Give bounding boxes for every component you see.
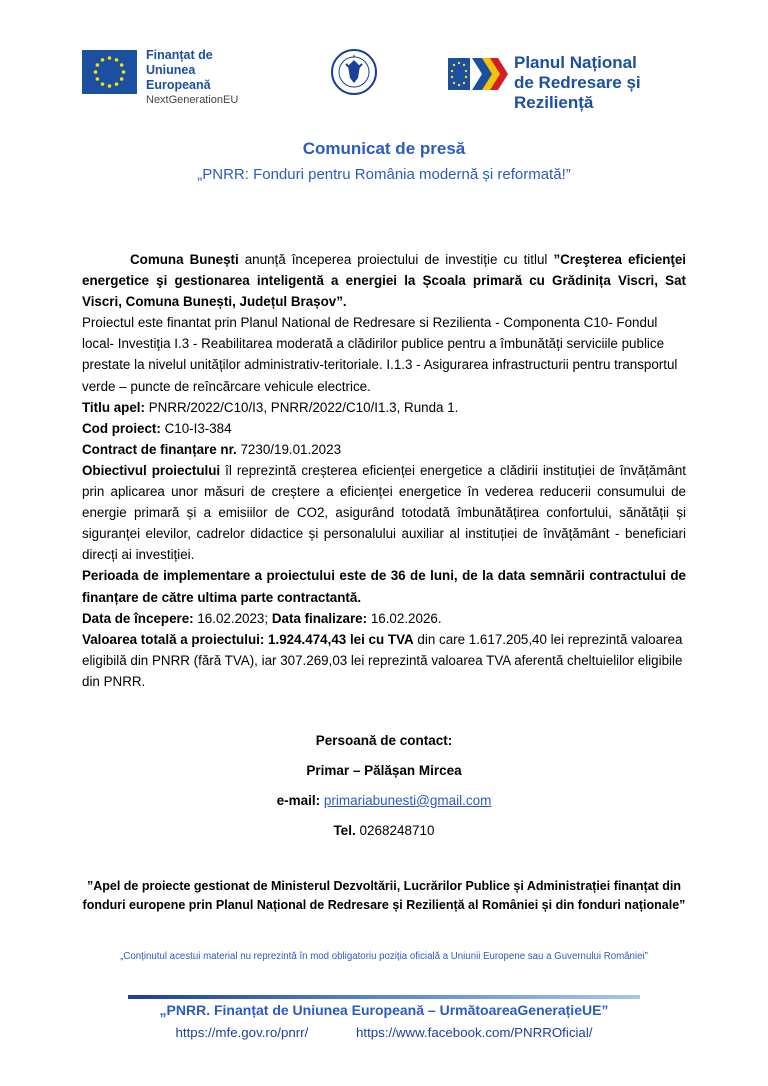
- dates-line: [82, 608, 686, 629]
- project-title: ”Creşterea eficienţei energetice şi gestionarea inteligentă a energiei la Școala primară cu Grădinița Viscri, Sat Viscri, Comuna Bunești, Județul Brașov”.: [82, 252, 686, 310]
- footer-divider-bar: [128, 986, 640, 990]
- government-seal-icon: [330, 45, 378, 99]
- eu-star-icon: [115, 82, 119, 86]
- eu-star-icon: [101, 82, 105, 86]
- pnrr-flag-arrow-icon: [448, 54, 508, 94]
- total-value-label: Valoarea totală a proiectului: 1.924.474,43 lei cu TVA: [82, 631, 414, 647]
- contract-label: Contract de finanțare nr.: [82, 441, 237, 457]
- facebook-link[interactable]: https://www.facebook.com/PNRROficial/: [356, 1025, 593, 1040]
- eu-star-icon: [96, 77, 100, 81]
- contract-line: [82, 439, 686, 460]
- intro-text: anunță începerea proiectului de investiție cu titlul: [238, 252, 554, 267]
- total-value-paragraph: [82, 629, 686, 692]
- objective-paragraph: [82, 460, 686, 565]
- intro-paragraph: [82, 249, 686, 312]
- beneficiary-name: Comuna Bunești: [130, 252, 239, 267]
- objective-text: îl reprezintă creșterea eficienței energetice a clădirii instituției de învățământ prin aplicarea unor măsuri de creștere a eficienței energetice în vederea reducerii consumului de energie primară și a emisiilor de CO2, asigurând totodată îmbunătățirea confortului, sănătății și siguranței elevilor, cadrelor didactice și personalului auxiliar al instituției de învățământ - beneficiari direcți ai investiției.: [82, 462, 687, 563]
- contact-heading: Persoană de contact:: [315, 733, 453, 748]
- eu-funding-logo: [82, 48, 262, 106]
- end-label: Data finalizare:: [271, 610, 368, 626]
- press-release-body: [82, 249, 686, 692]
- eu-logo-line3: NextGenerationEU: [146, 94, 239, 106]
- romanian-government-logo: [330, 45, 378, 99]
- contact-person: Primar – Pălășan Mircea: [306, 763, 462, 778]
- pnrr-logo-line2: de Redresare și Reziliență: [514, 73, 641, 112]
- financing-paragraph: Proiectul este finantat prin Planul National de Redresare si Rezilienta - Componenta C10- Fondul local- Investiția I.3 - Reabilitarea moderată a clădirilor publice pentru a îmbunătăți serviciile publice prestate la nivelul unităților administrativ-teritoriale. I.1.3 - Asigurarea infrastructurii pentru transportul verde – puncte de reîncărcare vehicule electrice.: [82, 315, 678, 394]
- contact-phone-line: [0, 823, 768, 838]
- pnrr-logo: [448, 52, 718, 112]
- eu-star-icon: [115, 58, 119, 62]
- eu-star-icon: [94, 70, 98, 74]
- start-value: 16.02.2023;: [193, 610, 272, 626]
- project-code-line: [82, 418, 686, 439]
- pnrr-logo-line1: Planul Național: [514, 53, 637, 72]
- eu-star-icon: [108, 56, 112, 60]
- eu-star-icon: [96, 63, 100, 67]
- mfe-link[interactable]: https://mfe.gov.ro/pnrr/: [175, 1025, 309, 1040]
- period-text: Perioada de implementare a proiectului este de 36 de luni, de la data semnării contractului de finanțare de către ultima parte contractantă.: [82, 568, 686, 605]
- start-label: Data de începere:: [82, 610, 194, 626]
- total-value-text: din care 1.617.205,40 lei reprezintă valoarea eligibilă din PNRR (fără TVA), iar 307.269,03 lei reprezintă valoarea TVA aferentă cheltuielilor eligibile din PNRR.: [82, 631, 683, 689]
- footer-slogan: „PNRR. Finanțat de Uniunea Europeană – UrmătoareaGenerațieUE”: [159, 1002, 609, 1018]
- period-paragraph: [82, 565, 686, 607]
- eu-star-icon: [108, 84, 112, 88]
- end-value: 16.02.2026.: [367, 610, 442, 626]
- contact-email-line: [0, 793, 768, 808]
- page-title: Comunicat de presă: [302, 139, 466, 158]
- call-statement: ”Apel de proiecte gestionat de Ministerul Dezvoltării, Lucrărilor Publice și Administrației finanțat din fonduri europene prin Planul Național de Redresare și Reziliență al României și din fonduri naționale”: [82, 879, 686, 912]
- code-label: Cod proiect:: [82, 420, 161, 436]
- footer-links: [0, 1025, 768, 1040]
- eu-logo-line1: Finanțat de: [146, 48, 213, 62]
- call-label: Titlu apel:: [82, 399, 145, 415]
- contract-value: 7230/19.01.2023: [236, 441, 342, 457]
- email-label: e-mail:: [276, 793, 321, 808]
- phone-value: 0268248710: [355, 823, 435, 838]
- eu-flag-icon: [82, 50, 137, 94]
- eu-star-icon: [120, 77, 124, 81]
- email-link[interactable]: primariabunesti@gmail.com: [323, 793, 492, 808]
- eu-star-icon: [101, 58, 105, 62]
- eu-star-icon: [122, 70, 126, 74]
- eu-star-icon: [120, 63, 124, 67]
- disclaimer: „Conținutul acestui material nu reprezintă în mod obligatoriu poziția oficială a Uniunii Europene sau a Guvernului României”: [120, 951, 648, 962]
- objective-label: Obiectivul proiectului: [82, 462, 221, 478]
- code-value: C10-I3-384: [160, 420, 232, 436]
- eu-logo-line2: Uniunea Europeană: [146, 63, 211, 92]
- phone-label: Tel.: [333, 823, 356, 838]
- call-title-line: [82, 397, 686, 418]
- call-value: PNRR/2022/C10/I3, PNRR/2022/C10/I1.3, Runda 1.: [145, 399, 459, 415]
- page-subtitle: „PNRR: Fonduri pentru România modernă și reformată!”: [197, 166, 571, 183]
